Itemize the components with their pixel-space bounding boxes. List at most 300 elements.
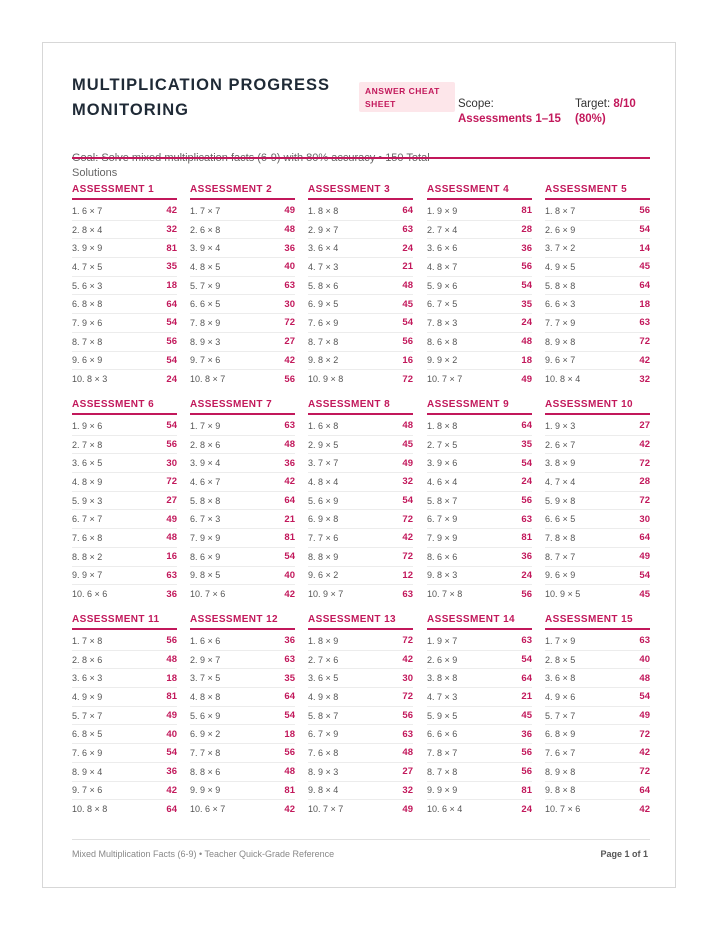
problem-question: 5. 9 × 6 (427, 280, 458, 291)
problem-answer: 54 (521, 654, 532, 666)
problem-answer: 21 (284, 513, 295, 525)
problem-answer: 63 (402, 224, 413, 236)
problem-question: 5. 9 × 3 (72, 495, 103, 506)
problem-answer: 63 (639, 317, 650, 329)
problem-question: 5. 6 × 9 (308, 495, 339, 506)
problem-question: 10. 7 × 7 (427, 374, 463, 385)
problem-answer: 49 (166, 710, 177, 722)
problem-answer: 72 (639, 728, 650, 740)
problem-row (308, 295, 413, 314)
problem-answer: 63 (402, 588, 413, 600)
problem-row (545, 221, 650, 240)
problem-answer: 45 (402, 298, 413, 310)
problem-question: 1. 6 × 7 (72, 205, 103, 216)
problem-row (427, 221, 532, 240)
problem-question: 10. 6 × 7 (190, 804, 226, 815)
assessment-block (427, 612, 532, 818)
assessment-block (72, 182, 177, 388)
problem-question: 4. 8 × 4 (308, 476, 339, 487)
problem-answer: 24 (521, 569, 532, 581)
header (72, 73, 650, 179)
problem-question: 8. 9 × 8 (545, 766, 576, 777)
problem-answer: 40 (284, 569, 295, 581)
problem-answer: 42 (284, 354, 295, 366)
assessment-title: ASSESSMENT 7 (190, 397, 295, 415)
problem-question: 10. 9 × 8 (308, 374, 344, 385)
problem-question: 1. 8 × 7 (545, 205, 576, 216)
assessment-block (545, 397, 650, 603)
problem-answer: 24 (521, 476, 532, 488)
assessment-title: ASSESSMENT 10 (545, 397, 650, 415)
problem-question: 4. 9 × 5 (545, 261, 576, 272)
problem-row (427, 352, 532, 371)
problem-question: 3. 8 × 8 (427, 673, 458, 684)
problem-answer: 18 (639, 298, 650, 310)
problem-question: 4. 7 × 3 (308, 261, 339, 272)
problem-answer: 35 (521, 298, 532, 310)
assessment-block (427, 182, 532, 388)
assessment-block (72, 397, 177, 603)
problem-answer: 49 (402, 803, 413, 815)
problem-answer: 48 (284, 439, 295, 451)
problem-row (190, 333, 295, 352)
problem-question: 3. 6 × 5 (308, 673, 339, 684)
problem-row (545, 295, 650, 314)
assessment-block (545, 612, 650, 818)
assessment-title: ASSESSMENT 8 (308, 397, 413, 415)
problem-answer: 14 (639, 242, 650, 254)
problem-answer: 42 (284, 803, 295, 815)
problem-row (308, 510, 413, 529)
problem-answer: 49 (521, 373, 532, 385)
assessment-title: ASSESSMENT 15 (545, 612, 650, 630)
problem-question: 3. 6 × 6 (427, 243, 458, 254)
problem-row (308, 333, 413, 352)
problem-row (190, 239, 295, 258)
problem-question: 9. 6 × 2 (308, 570, 339, 581)
problem-answer: 35 (166, 261, 177, 273)
problem-row (190, 258, 295, 277)
problem-row (308, 707, 413, 726)
problem-question: 5. 6 × 9 (190, 710, 221, 721)
problem-question: 7. 8 × 8 (545, 532, 576, 543)
problem-question: 9. 6 × 9 (72, 355, 103, 366)
problem-answer: 81 (521, 205, 532, 217)
problem-row (545, 510, 650, 529)
problem-answer: 81 (521, 784, 532, 796)
problem-question: 6. 9 × 8 (308, 514, 339, 525)
problem-row (72, 333, 177, 352)
problem-row (72, 707, 177, 726)
problem-row (72, 669, 177, 688)
problem-question: 4. 8 × 8 (190, 691, 221, 702)
problem-row (72, 202, 177, 221)
assessment-grid (72, 182, 650, 827)
problem-question: 5. 7 × 7 (545, 710, 576, 721)
problem-row (427, 529, 532, 548)
problem-row (308, 800, 413, 818)
problem-question: 6. 6 × 6 (427, 729, 458, 740)
problem-question: 9. 7 × 6 (190, 355, 221, 366)
problem-question: 10. 7 × 7 (308, 804, 344, 815)
problem-row (72, 585, 177, 603)
problem-answer: 48 (402, 420, 413, 432)
problem-answer: 45 (402, 439, 413, 451)
problem-answer: 54 (166, 354, 177, 366)
problem-question: 3. 7 × 5 (190, 673, 221, 684)
problem-answer: 42 (402, 654, 413, 666)
problem-row (545, 651, 650, 670)
problem-row (308, 473, 413, 492)
problem-answer: 54 (284, 710, 295, 722)
problem-answer: 56 (521, 766, 532, 778)
problem-question: 4. 7 × 5 (72, 261, 103, 272)
assessment-block (308, 182, 413, 388)
assessment-block (190, 612, 295, 818)
problem-row (190, 277, 295, 296)
problem-row (72, 370, 177, 388)
problem-answer: 48 (284, 766, 295, 778)
problem-question: 7. 9 × 9 (190, 532, 221, 543)
problem-question: 1. 6 × 6 (190, 635, 221, 646)
problem-answer: 32 (402, 476, 413, 488)
problem-row (545, 567, 650, 586)
problem-answer: 24 (166, 373, 177, 385)
problem-answer: 81 (284, 784, 295, 796)
problem-answer: 56 (639, 205, 650, 217)
problem-answer: 56 (402, 710, 413, 722)
problem-row (190, 295, 295, 314)
problem-answer: 21 (402, 261, 413, 273)
problem-question: 7. 6 × 9 (308, 317, 339, 328)
problem-question: 1. 9 × 7 (427, 635, 458, 646)
problem-answer: 48 (166, 654, 177, 666)
problem-answer: 72 (639, 766, 650, 778)
problem-row (72, 510, 177, 529)
problem-row (190, 454, 295, 473)
problem-row (308, 651, 413, 670)
problem-question: 6. 6 × 5 (545, 514, 576, 525)
problem-question: 10. 8 × 4 (545, 374, 581, 385)
problem-row (190, 669, 295, 688)
problem-question: 7. 6 × 8 (72, 532, 103, 543)
problem-row (427, 548, 532, 567)
problem-answer: 21 (521, 691, 532, 703)
problem-answer: 42 (639, 803, 650, 815)
problem-answer: 64 (639, 532, 650, 544)
problem-question: 6. 7 × 5 (427, 299, 458, 310)
assessment-title: ASSESSMENT 6 (72, 397, 177, 415)
problem-row (72, 492, 177, 511)
problem-question: 6. 7 × 7 (72, 514, 103, 525)
problem-answer: 54 (639, 569, 650, 581)
problem-row (308, 277, 413, 296)
problem-question: 9. 9 × 2 (427, 355, 458, 366)
problem-question: 1. 8 × 8 (308, 205, 339, 216)
problem-answer: 48 (402, 280, 413, 292)
problem-row (308, 548, 413, 567)
problem-row (72, 314, 177, 333)
assessment-title: ASSESSMENT 4 (427, 182, 532, 200)
problem-row (545, 548, 650, 567)
problem-question: 3. 9 × 6 (427, 458, 458, 469)
problem-row (190, 567, 295, 586)
problem-question: 2. 7 × 4 (427, 224, 458, 235)
problem-answer: 64 (521, 672, 532, 684)
problem-question: 9. 8 × 4 (308, 785, 339, 796)
problem-row (427, 782, 532, 801)
problem-question: 7. 6 × 7 (545, 747, 576, 758)
problem-question: 3. 8 × 9 (545, 458, 576, 469)
problem-question: 10. 7 × 6 (190, 589, 226, 600)
problem-row (190, 548, 295, 567)
problem-answer: 54 (166, 420, 177, 432)
problem-answer: 45 (639, 261, 650, 273)
problem-row (72, 744, 177, 763)
problem-question: 5. 8 × 6 (308, 280, 339, 291)
goal-text: Solutions (72, 167, 118, 179)
problem-row (72, 436, 177, 455)
problem-question: 10. 6 × 4 (427, 804, 463, 815)
problem-row (72, 548, 177, 567)
problem-row (72, 239, 177, 258)
problem-answer: 28 (521, 224, 532, 236)
problem-row (545, 492, 650, 511)
problem-row (427, 239, 532, 258)
problem-question: 5. 6 × 3 (72, 280, 103, 291)
problem-question: 3. 6 × 8 (545, 673, 576, 684)
problem-row (427, 800, 532, 818)
problem-row (427, 763, 532, 782)
problem-question: 4. 9 × 9 (72, 691, 103, 702)
assessment-title: ASSESSMENT 11 (72, 612, 177, 630)
problem-question: 6. 7 × 9 (427, 514, 458, 525)
problem-row (545, 473, 650, 492)
problem-row (308, 314, 413, 333)
problem-row (427, 688, 532, 707)
problem-row (545, 529, 650, 548)
problem-answer: 72 (402, 635, 413, 647)
problem-answer: 72 (639, 495, 650, 507)
problem-row (427, 370, 532, 388)
problem-answer: 16 (166, 551, 177, 563)
problem-answer: 56 (166, 336, 177, 348)
problem-question: 6. 9 × 2 (190, 729, 221, 740)
problem-row (72, 352, 177, 371)
problem-question: 2. 7 × 5 (427, 439, 458, 450)
problem-answer: 49 (639, 551, 650, 563)
problem-row (190, 688, 295, 707)
problem-row (427, 492, 532, 511)
problem-answer: 64 (521, 420, 532, 432)
problem-answer: 56 (521, 495, 532, 507)
problem-answer: 16 (402, 354, 413, 366)
problem-row (545, 725, 650, 744)
problem-answer: 72 (166, 476, 177, 488)
problem-question: 7. 8 × 9 (190, 317, 221, 328)
problem-question: 1. 9 × 9 (427, 205, 458, 216)
problem-question: 8. 9 × 3 (190, 336, 221, 347)
problem-question: 7. 9 × 6 (72, 317, 103, 328)
problem-answer: 63 (284, 280, 295, 292)
problem-row (427, 651, 532, 670)
problem-row (190, 744, 295, 763)
problem-row (72, 295, 177, 314)
problem-question: 4. 9 × 6 (545, 691, 576, 702)
problem-row (190, 370, 295, 388)
problem-question: 1. 6 × 8 (308, 420, 339, 431)
problem-question: 7. 7 × 9 (545, 317, 576, 328)
problem-row (427, 567, 532, 586)
problem-answer: 24 (521, 317, 532, 329)
assessment-title: ASSESSMENT 3 (308, 182, 413, 200)
problem-question: 2. 6 × 7 (545, 439, 576, 450)
problem-answer: 36 (284, 457, 295, 469)
problem-answer: 32 (402, 784, 413, 796)
problem-row (308, 258, 413, 277)
problem-row (427, 295, 532, 314)
assessment-block (190, 182, 295, 388)
problem-question: 4. 9 × 8 (308, 691, 339, 702)
problem-row (190, 417, 295, 436)
problem-question: 10. 6 × 6 (72, 589, 108, 600)
problem-question: 5. 7 × 9 (190, 280, 221, 291)
problem-answer: 72 (402, 513, 413, 525)
problem-row (72, 454, 177, 473)
problem-answer: 64 (639, 280, 650, 292)
problem-row (190, 585, 295, 603)
problem-row (190, 202, 295, 221)
problem-row (72, 567, 177, 586)
problem-answer: 81 (284, 532, 295, 544)
problem-row (72, 800, 177, 818)
problem-question: 3. 6 × 5 (72, 458, 103, 469)
problem-row (545, 800, 650, 818)
problem-question: 8. 6 × 6 (427, 551, 458, 562)
problem-row (427, 510, 532, 529)
problem-answer: 63 (521, 635, 532, 647)
problem-answer: 48 (521, 336, 532, 348)
assessment-title: ASSESSMENT 9 (427, 397, 532, 415)
problem-row (545, 782, 650, 801)
problem-question: 9. 6 × 9 (545, 570, 576, 581)
problem-answer: 56 (521, 261, 532, 273)
problem-question: 2. 8 × 6 (190, 439, 221, 450)
problem-answer: 45 (639, 588, 650, 600)
problem-row (190, 492, 295, 511)
problem-answer: 63 (402, 728, 413, 740)
problem-question: 2. 6 × 9 (545, 224, 576, 235)
problem-answer: 64 (639, 784, 650, 796)
assessment-block (308, 397, 413, 603)
problem-question: 5. 9 × 5 (427, 710, 458, 721)
problem-question: 7. 8 × 3 (427, 317, 458, 328)
problem-question: 9. 8 × 2 (308, 355, 339, 366)
problem-row (190, 651, 295, 670)
problem-row (190, 473, 295, 492)
problem-question: 9. 8 × 3 (427, 570, 458, 581)
problem-answer: 40 (284, 261, 295, 273)
problem-answer: 48 (166, 532, 177, 544)
problem-row (72, 763, 177, 782)
problem-answer: 48 (402, 747, 413, 759)
problem-question: 6. 8 × 5 (72, 729, 103, 740)
problem-answer: 18 (521, 354, 532, 366)
problem-answer: 18 (166, 280, 177, 292)
problem-question: 2. 8 × 6 (72, 654, 103, 665)
problem-row (308, 529, 413, 548)
problem-row (72, 473, 177, 492)
problem-row (427, 744, 532, 763)
problem-answer: 18 (166, 672, 177, 684)
problem-question: 7. 6 × 9 (72, 747, 103, 758)
problem-answer: 28 (639, 476, 650, 488)
problem-row (545, 632, 650, 651)
problem-answer: 24 (402, 242, 413, 254)
problem-question: 3. 6 × 3 (72, 673, 103, 684)
problem-row (190, 800, 295, 818)
target-info (575, 97, 655, 127)
scope-label: Scope: (458, 98, 494, 110)
problem-answer: 64 (402, 205, 413, 217)
problem-row (190, 352, 295, 371)
problem-row (427, 473, 532, 492)
problem-question: 7. 8 × 7 (427, 747, 458, 758)
problem-question: 8. 7 × 7 (545, 551, 576, 562)
problem-question: 8. 8 × 9 (308, 551, 339, 562)
problem-answer: 42 (639, 354, 650, 366)
problem-row (545, 763, 650, 782)
problem-answer: 72 (402, 551, 413, 563)
problem-row (427, 333, 532, 352)
problem-row (308, 744, 413, 763)
problem-question: 9. 6 × 7 (545, 355, 576, 366)
problem-answer: 49 (402, 457, 413, 469)
problem-row (545, 202, 650, 221)
footer-divider (72, 839, 650, 840)
problem-answer: 40 (639, 654, 650, 666)
problem-row (72, 651, 177, 670)
problem-row (308, 417, 413, 436)
problem-question: 2. 8 × 5 (545, 654, 576, 665)
problem-question: 4. 8 × 7 (427, 261, 458, 272)
problem-answer: 63 (639, 635, 650, 647)
problem-question: 10. 9 × 5 (545, 589, 581, 600)
problem-answer: 30 (639, 513, 650, 525)
problem-row (190, 221, 295, 240)
worksheet-page (42, 42, 676, 888)
problem-row (427, 454, 532, 473)
problem-row (308, 370, 413, 388)
problem-answer: 30 (284, 298, 295, 310)
problem-question: 2. 9 × 5 (308, 439, 339, 450)
problem-row (427, 585, 532, 603)
problem-row (190, 314, 295, 333)
assessment-block (545, 182, 650, 388)
problem-answer: 54 (166, 747, 177, 759)
problem-answer: 56 (402, 336, 413, 348)
problem-answer: 56 (284, 373, 295, 385)
problem-answer: 27 (166, 495, 177, 507)
problem-answer: 64 (166, 803, 177, 815)
problem-question: 5. 8 × 8 (545, 280, 576, 291)
assessment-title: ASSESSMENT 13 (308, 612, 413, 630)
problem-row (308, 492, 413, 511)
problem-answer: 49 (166, 513, 177, 525)
problem-answer: 64 (284, 691, 295, 703)
problem-question: 1. 8 × 8 (427, 420, 458, 431)
problem-row (545, 454, 650, 473)
